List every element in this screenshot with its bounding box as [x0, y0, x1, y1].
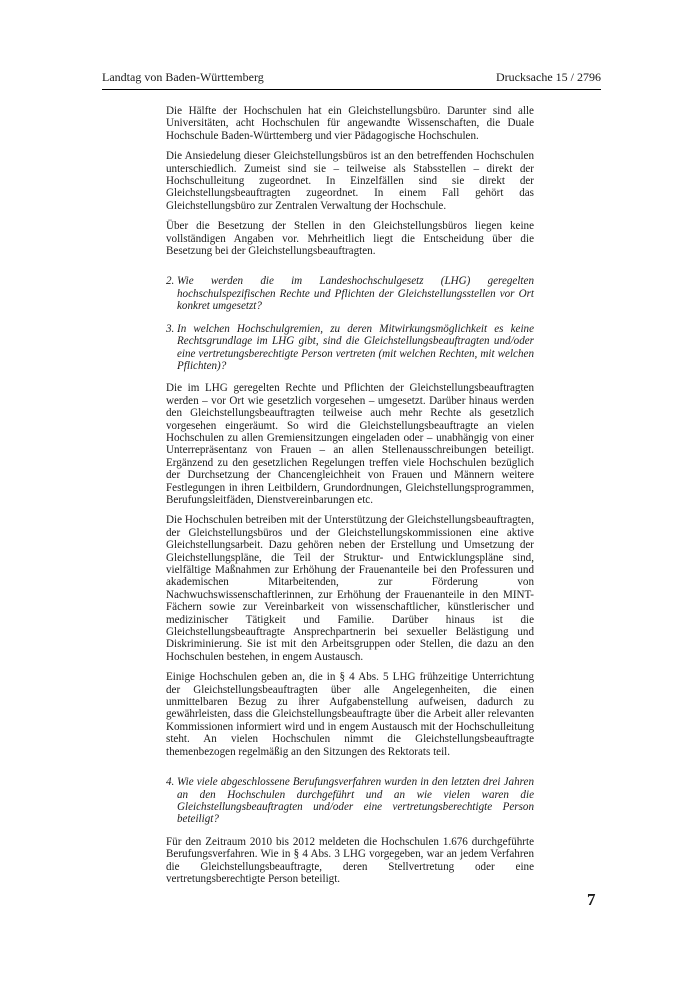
paragraph: Einige Hochschulen geben an, die in § 4 Abs. 5 LHG frühzeitige Unterrichtung der Gleichstellungsbeauftragten über alle Angelegenheiten, die einen unmittelbaren Bezug zu ihrer Aufgabenstellung aufweisen, dadurch zu gewährleisten, dass die Gleichstellungsbeauftragte über die Arbeit aller relevanten Kommissionen informiert wird und in engem Austausch mit der Hochschulleitung steht. An vielen Hochschulen nimmt die Gleichstellungsbeauftragte themenbezogen regelmäßig an den Sitzungen des Rektorats teil.	[166, 671, 534, 758]
question-number: 4.	[166, 776, 175, 789]
question-4	[166, 776, 534, 826]
paragraph: Die Hochschulen betreiben mit der Unterstützung der Gleichstellungsbeauftragten, der Gleichstellungsbüros und der Gleichstellungskommissionen eine aktive Gleichstellungsarbeit. Dazu gehören neben der Erstellung und Umsetzung der Gleichstellungspläne, die Teil der Struktur- und Entwicklungspläne sind, vielfältige Maßnahmen zur Erhöhung der Frauenanteile bei den Professuren und akademischen Mitarbeitenden, zur Förderung von Nachwuchswissenschaftlerinnen, zur Erhöhung der Frauenanteile in den MINT-Fächern sowie zur Vereinbarkeit von wissenschaftlicher, künstlerischer und medizinischer Tätigkeit und Familie. Darüber hinaus ist die Gleichstellungsbeauftragte Ansprechpartnerin bei sexueller Belästigung und Diskriminierung. Sie ist mit den Arbeitsgruppen oder Stellen, die dazu an den Hochschulen bestehen, in engem Austausch.	[166, 514, 534, 663]
paragraph: Über die Besetzung der Stellen in den Gleichstellungsbüros liegen keine vollständigen Angaben vor. Mehrheitlich liegt die Entscheidung über die Besetzung bei der Gleichstellungsbeauftragten.	[166, 220, 534, 258]
question-2	[166, 275, 534, 312]
paragraph: Die im LHG geregelten Rechte und Pflichten der Gleichstellungsbeauftragten werden – vor Ort wie gesetzlich vorgesehen – umgesetzt. Darüber hinaus werden den Gleichstellungsbeauftragten teilweise auch mehr Rechte als gesetzlich vorgesehen eingeräumt. So wird die Gleichstellungsbeauftragte an vielen Hochschulen zu allen Gremiensitzungen eingeladen oder – unabhängig von einer Unterrepräsentanz von Frauen – an allen Stellenausschreibungen beteiligt. Ergänzend zu den gesetzlichen Regelungen treffen viele Hochschulen bezüglich der Durchsetzung der Chancengleichheit von Frauen und Männern weitere Festlegungen in ihren Leitbildern, Grundordnungen, Gleichstellungsprogrammen, Berufungsleitfäden, Dienstvereinbarungen etc.	[166, 382, 534, 506]
page-number: 7	[587, 890, 596, 909]
header-parliament-name: Landtag von Baden-Württemberg	[102, 70, 264, 84]
paragraph: Die Hälfte der Hochschulen hat ein Gleichstellungsbüro. Darunter sind alle Universitäten, acht Hochschulen für angewandte Wissenschaften, die Duale Hochschule Baden-Württemberg und vier Pädagogische Hochschulen.	[166, 105, 534, 142]
question-number: 3.	[166, 322, 175, 335]
paragraph: Die Ansiedelung dieser Gleichstellungsbüros ist an den betreffenden Hochschulen unterschiedlich. Zumeist sind sie – teilweise als Stabsstellen – direkt der Hochschulleitung zugeordnet. In Einzelfällen sind sie direkt der Gleichstellungsbeauftragten zugeordnet. In einem Fall gehört das Gleichstellungsbüro zur Zentralen Verwaltung der Hochschule.	[166, 150, 534, 212]
question-text: In welchen Hochschulgremien, zu deren Mitwirkungsmöglichkeit es keine Rechtsgrundlage im LHG gibt, sind die Gleichstellungsbeauftragten und/oder eine vertretungsberechtigte Person vertreten (mit welchen Rechten, mit welchen Pflichten)?	[177, 322, 534, 372]
paragraph: Für den Zeitraum 2010 bis 2012 meldeten die Hochschulen 1.676 durchgeführte Berufungsverfahren. Wie in § 4 Abs. 3 LHG vorgegeben, war an jedem Verfahren die Gleichstellungsbeauftragte, deren Stellvertretung oder eine vertretungsberechtigte Person beteiligt.	[166, 835, 534, 885]
question-text: Wie werden die im Landeshochschulgesetz (LHG) geregelten hochschulspezifischen Rechte und Pflichten der Gleichstellungsstellen vor Ort konkret umgesetzt?	[177, 275, 534, 313]
page-body	[166, 105, 534, 893]
question-text: Wie viele abgeschlossene Berufungsverfahren wurden in den letzten drei Jahren an den Hochschulen durchgeführt und an wie vielen waren die Gleichstellungsbeauftragten und/oder eine vertretungsberechtigte Person beteiligt?	[177, 776, 534, 826]
question-3	[166, 323, 534, 373]
question-number: 2.	[166, 275, 175, 288]
page-header	[102, 70, 601, 90]
header-document-number: Drucksache 15 / 2796	[496, 70, 601, 84]
